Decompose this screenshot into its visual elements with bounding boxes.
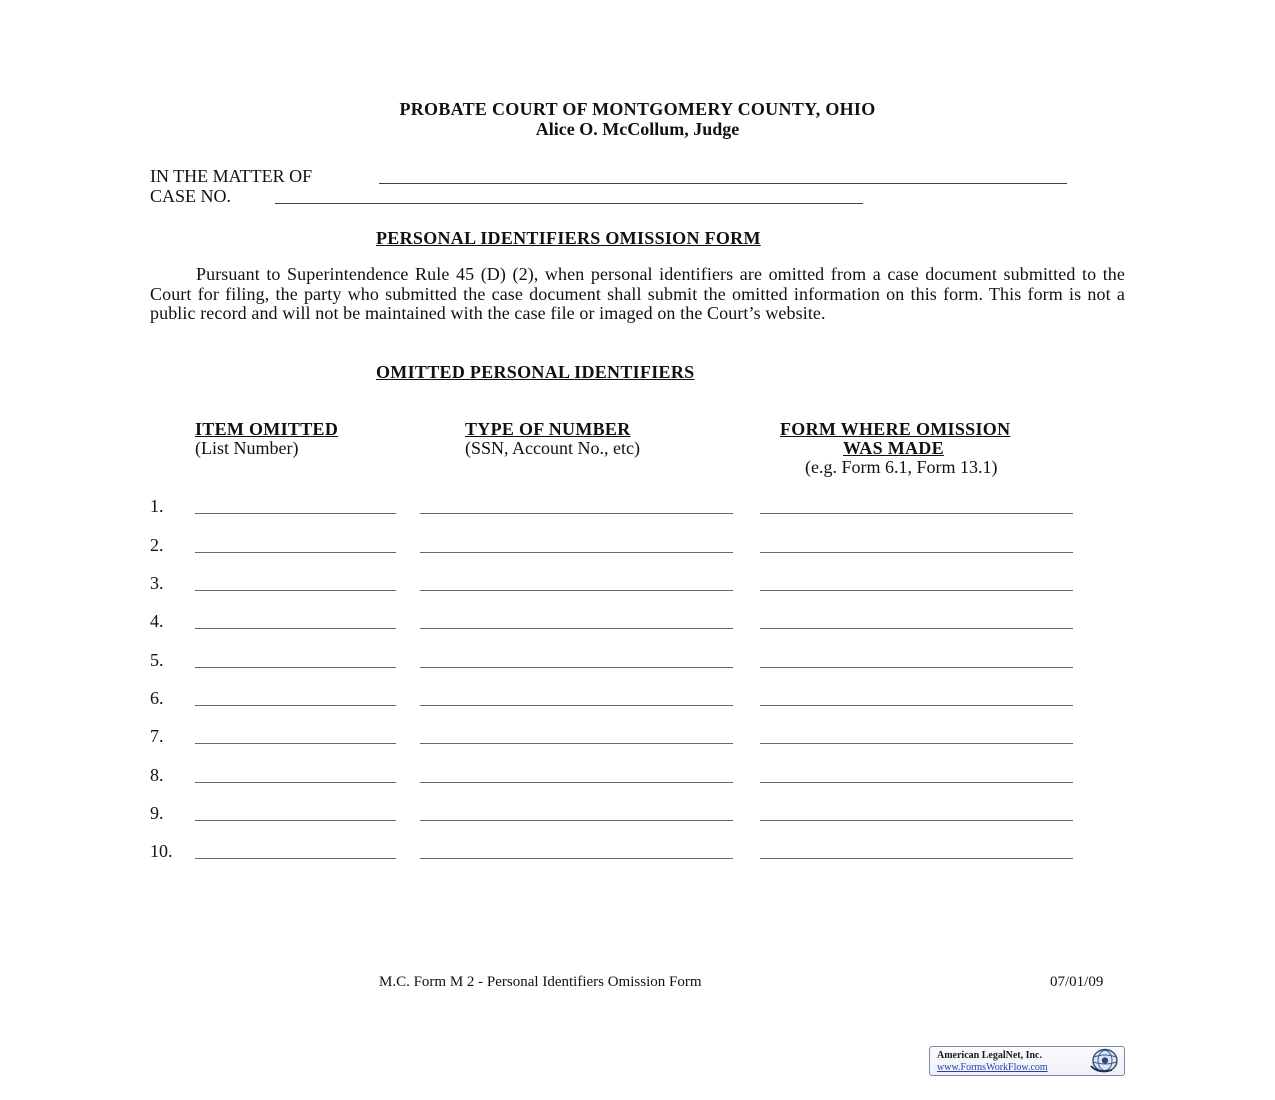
type-of-number-field[interactable] — [420, 820, 733, 821]
section-title: OMITTED PERSONAL IDENTIFIERS — [376, 362, 695, 382]
row-number: 8. — [150, 765, 164, 785]
column-sub-type-of-number: (SSN, Account No., etc) — [465, 438, 640, 458]
matter-label: IN THE MATTER OF — [150, 166, 313, 186]
form-where-field[interactable] — [760, 858, 1073, 859]
column-heading-type-of-number: TYPE OF NUMBER — [465, 419, 631, 439]
type-of-number-field[interactable] — [420, 782, 733, 783]
item-omitted-field[interactable] — [195, 820, 396, 821]
row-number: 9. — [150, 803, 164, 823]
form-title: PERSONAL IDENTIFIERS OMISSION FORM — [376, 228, 761, 248]
column-sub-item-omitted: (List Number) — [195, 438, 299, 458]
footer-date: 07/01/09 — [1050, 974, 1104, 990]
item-omitted-field[interactable] — [195, 782, 396, 783]
footer-form-id: M.C. Form M 2 - Personal Identifiers Omission Form — [379, 974, 702, 990]
item-omitted-field[interactable] — [195, 552, 396, 553]
row-number: 3. — [150, 573, 164, 593]
form-where-field[interactable] — [760, 667, 1073, 668]
matter-input-line[interactable] — [379, 183, 1067, 184]
column-heading-form-where: FORM WHERE OMISSION — [780, 419, 1011, 439]
case-number-label: CASE NO. — [150, 186, 232, 206]
type-of-number-field[interactable] — [420, 590, 733, 591]
form-where-field[interactable] — [760, 782, 1073, 783]
american-legalnet-logo[interactable] — [929, 1046, 1125, 1076]
item-omitted-field[interactable] — [195, 513, 396, 514]
court-title: PROBATE COURT OF MONTGOMERY COUNTY, OHIO — [399, 99, 876, 119]
column-sub-form-where: (e.g. Form 6.1, Form 13.1) — [805, 457, 998, 477]
form-where-field[interactable] — [760, 590, 1073, 591]
row-number: 4. — [150, 611, 164, 631]
row-number: 2. — [150, 535, 164, 555]
item-omitted-field[interactable] — [195, 628, 396, 629]
type-of-number-field[interactable] — [420, 513, 733, 514]
type-of-number-field[interactable] — [420, 705, 733, 706]
form-where-field[interactable] — [760, 552, 1073, 553]
type-of-number-field[interactable] — [420, 552, 733, 553]
instructions-paragraph: Pursuant to Superintendence Rule 45 (D) (2), when personal identifiers are omitted from a case document submitted to the Court for filing, the party who submitted the case document shall submit the omitted information on this form. This form is not a public record and will not be maintained with the case file or imaged on the Court’s website. — [150, 264, 1125, 323]
item-omitted-field[interactable] — [195, 743, 396, 744]
form-where-field[interactable] — [760, 628, 1073, 629]
form-where-field[interactable] — [760, 820, 1073, 821]
logo-company-name: American LegalNet, Inc. — [937, 1050, 1042, 1061]
item-omitted-field[interactable] — [195, 590, 396, 591]
form-where-field[interactable] — [760, 513, 1073, 514]
logo-url-link[interactable]: www.FormsWorkFlow.com — [937, 1062, 1048, 1073]
item-omitted-field[interactable] — [195, 858, 396, 859]
type-of-number-field[interactable] — [420, 858, 733, 859]
row-number: 7. — [150, 726, 164, 746]
type-of-number-field[interactable] — [420, 628, 733, 629]
row-number: 10. — [150, 841, 173, 861]
row-number: 1. — [150, 496, 164, 516]
column-heading-item-omitted: ITEM OMITTED — [195, 419, 339, 439]
item-omitted-field[interactable] — [195, 667, 396, 668]
judge-name: Alice O. McCollum, Judge — [535, 119, 740, 139]
item-omitted-field[interactable] — [195, 705, 396, 706]
form-where-field[interactable] — [760, 705, 1073, 706]
row-number: 5. — [150, 650, 164, 670]
case-number-input-line[interactable] — [275, 203, 863, 204]
globe-icon — [1088, 1048, 1120, 1073]
row-number: 6. — [150, 688, 164, 708]
type-of-number-field[interactable] — [420, 667, 733, 668]
type-of-number-field[interactable] — [420, 743, 733, 744]
form-where-field[interactable] — [760, 743, 1073, 744]
column-heading-form-where-line2: WAS MADE — [843, 438, 944, 458]
